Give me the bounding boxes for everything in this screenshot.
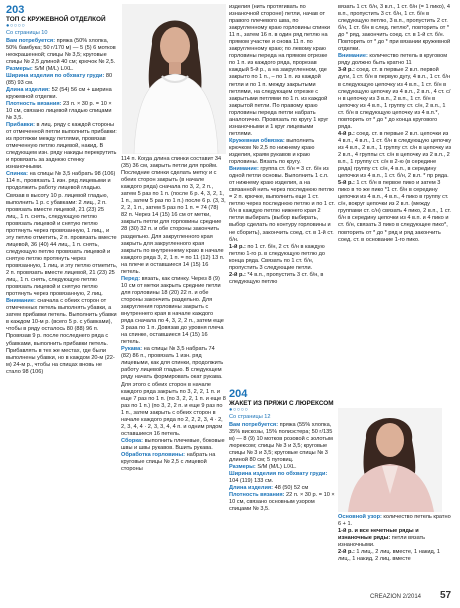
- row-4: 4-й р.: соед. ст. в первые 2 в.п. цепочки из 4 в.п., 4 в.п., 1 ст. б/н в следующую цепочку из 4 в.п., 2 в.п., 1 группу ст. с/н в цепочку из 2 в.п., 4 группы ст. с/н в цепочку из 2 в.п., 2 в.п., 1 группу ст. с/н в 2-ю (в середине ряда) группу ст. с/н, 4 в.п., в середину цепочки из 4 в.п., 1 ст. б/н, 2 в.п. * пр ряда.: [338, 130, 452, 180]
- garment-length: Длина изделия: 52 (54) 56 см + ширина кружевной отделки.: [6, 86, 112, 100]
- difficulty-rating-204: ●○○○○: [229, 407, 249, 414]
- sleeves-instructions: Рукава: на спицы № 3,5 набрать 74 (82) 86 п., провязать 1 изн. ряд лицевыми, как для спинки, продолжить работу лицевой гладью. В следующем ряду начать формировать окат рукава. Для этого с обеих сторон в начале каждого ряда закрыть по 3, 2, 2, 1 п. и еще 7 раз по 1 п. (по 3, 2, 2, 1 п. и еще 8 раз по 1 п.) (по 3, 2, 2 п. и еще 9 раз по 1 п., затем закрыть с обеих сторон в начале каждого ряда по 2, 2, 2, 3, 4 · 2, 2, 3, 4, 4 · 2, 3, 3, 4, 4 п. и одним рядом оставшиеся 16 петель.: [121, 346, 226, 437]
- back-instructions: Спинка: на спицы № 3,5 набрать 98 (106) 114 п., провязать 1 изн. ряд лицевыми и продолжить работу лицевой гладью. Связав в высоту 10 р. лицевой гладью, выполнить 1 р. с убавками: 2 лиц., 2 п. провязать вместе лицевой, 21 (23) 25 лиц., 1 п. снять, следующую петлю провязать лицевой и снятую петлю протянуть через провязанную, 1 лиц., и эту петлю отметить, 2 п. провязать вместе лицевой, 36 (40) 44 лиц., 1 п. снять, следующую петлю провязать лицевой и снятую петлю протянуть через провязанную, 1 лиц. и эту петлю отметить, 2 п. провязать вместе лицевой, 21 (23) 25 лиц., 1 п. снять, следующую петлю провязать лицевой и снятую петлю протянуть через провязанную, 2 лиц.: [6, 171, 118, 298]
- pattern-title: ТОП С КРУЖЕВНОЙ ОТДЕЛКОЙ: [6, 16, 106, 23]
- source-page-204: Со страницы 12: [229, 414, 271, 421]
- page-number: 57: [440, 590, 452, 601]
- sizes-204: Размеры: S/M (M/L) L/XL.: [229, 463, 297, 470]
- pattern-number: 203: [6, 4, 25, 16]
- front-instructions: Перед: вязать, как спинку. Через 8 (9) 10 см от метки закрыть средние петли для горловины 18 (20) 22 п. и обе стороны закончить раздельно. Для закругления горловины закрыть с внутреннего края в начале каждого ряда сначала по 4, 3, 2, 2 п., затем еще 3 раза по 1 п. Довязав до уровня плеча на спинке, оставшиеся 14 (15) 16 петель.: [121, 275, 224, 346]
- pattern-204-number: 204: [229, 388, 248, 400]
- attention-note-2: Внимание: группа ст. б/н = 3 ст. б/н из одной петли основы. Выполнить 1 с.п. от нижнему краю изделия, а на связанной нить через последнюю петлю = 2 п. крючке, выполнить еще 1 ст. петлю через последнюю петлю и по 1 ст. б/н в каждую петлю нижнего края 2 петли выбирать (выбор выбирать, выбор сделать по контуру горловины и не сборить), закончить соед. ст. в 1-й ст. б/н.: [229, 166, 335, 243]
- chest-width-204: Ширина изделия по обхвату груди: 104 (119) 133 см.: [229, 470, 328, 484]
- sizes: Размеры: S/M (M/L) L/XL.: [6, 65, 74, 72]
- source-page: Со страницы 10: [6, 30, 48, 37]
- odd-rows-204: 1-й р. и все нечетные ряды и изнаночные ряды: петли вязать изнаночными.: [338, 528, 426, 549]
- back-continued: 114 п. Когда длина спинки составит 34 (35) 36 см, закрыть петли для пройм. Последние спинки сделать метку и с обеих сторон закрыть (в начале каждого ряда) сначала по 3, 2, 2 п., затем 5 раз по 1 п. (после 6 р. 4, 3, 2, 1, 1 п., затем 5 раз по 1 п.) после 6 р. (3, 3, 2, 2, 1 п., затем 5 раз по 1 п. = 74 (78) 82 п. Через 14 (15) 16 см от метки, закрыть петли для горловины средние 28 (30) 32 п. и обе стороны закончить раздельно. Для закругленного края закрыть для закругленного края закрыть по внутреннему краю в начале каждого ряда 3, 2, 1 п. = по 11 (12) 13 п. на плече и оставшиеся 14 (15) 16 петель.: [121, 156, 226, 275]
- materials: Вам потребуется: пряжа (50% хлопка, 50% бамбука; 50 г/170 м) — 5 (5) 6 мотков неокрашенной; спицы № 3,5; круговые спицы № 2,5 длиной 40 см; крючок № 2,5.: [6, 37, 116, 65]
- increases: Прибавки: в лиц. ряду с каждой стороны от отмеченной петли выполнить прибавки: из протяжки между петлями, провязав отмеченную петлю лицевой, накид. В следующем изн. ряду накиды перекрутить и провязать за заднюю стенку изнаночными.: [6, 122, 117, 171]
- pattern-204-title: ЖАКЕТ ИЗ ПРЯЖИ С ЛЮРЕКСОМ: [229, 400, 334, 407]
- lace-edging: Кружевная обвязка: выполнить крючком № 2,5 по нижнему краю изделия, краям рукавов и краю горловины. Вязать по кругу.: [229, 137, 315, 166]
- assembly-instructions: Сборка: выполнить плечевые, боковые швы и швы рукавов. Вшить рукава.: [121, 437, 225, 451]
- neckline-instructions: Обработка горловины: набрать на круговые спицы № 2,5 с лицевой стороны: [121, 451, 216, 473]
- model-photo-illustration: [122, 4, 226, 154]
- row-1: 1-й р.: по 1 ст. б/н, 2 ст. б/н в каждую петлю 1-го р. в следующую петлю до конца ряда. Связать по 1 ст. б/н, пропустить 3 следующие петли.: [229, 243, 326, 271]
- pattern-204-column-2: [338, 514, 452, 594]
- row-2-continued: вязать 1 ст. б/н, 3 в.п., 1 ст. б/н (= 1 пико), 4 в.п., пропустить 3 ст. б/н, 1 ст. б/н в следующую петлю, 3 в.п., пропустить 2 ст. б/н, 1 ст. б/н в след. петлю*, повторить от * до * ряд, закончить соед. ст. в 1-й ст. б/н. Повторить от * до * при вязании кружевной отделки.: [338, 4, 451, 53]
- row-2: 2-й р.: *4 в.п., пропустить 3 ст. б/н, в следующую петлю: [229, 271, 324, 285]
- attention-note: Внимание: сначала с обеих сторон от отмеченных петель выполнять убавки, а затем прибавки петель. Выполнить убавки в каждом 10-м р. (всего 5 р. с убавками), чтобы в ряду осталось 80 (88) 96 п. Провязав 9 р. после последнего ряда с убавками, выполнить прибавки петель. Прибавлять в тех же местах, где были выполнены убавки, но в каждом 20-м (22-м) 24-м р., чтобы на спицах вновь не стало 98 (106): [6, 298, 117, 375]
- model-photo-jacket: [338, 408, 442, 512]
- materials-204: Вам потребуется: пряжа (55% хлопка, 35% вискозы, 15% полиэстера; 50 г/135 м) — 8 (9) 10 мотков розовой с золотым люрексом; спицы № 3 и 3,5; круговые спицы № 3 и 3,5; круговые спицы № 3 длиной 80 см; 5 пуговиц.: [229, 421, 333, 463]
- jacket-photo-illustration: [338, 408, 442, 512]
- row-2-204: 2-й р.: 1 лиц., 2 лиц. вместе, 1 накид, 1 лиц., 1 накид, 2 лиц. вместе: [338, 549, 440, 563]
- attention-note-3: Внимание: количество петель в круговом ряду должно быть кратно 11: [338, 53, 448, 67]
- pattern-203-column-2: [121, 156, 226, 596]
- difficulty-rating: ●○○○○: [6, 23, 26, 30]
- row-3: 3-й р.: соед. ст. в первые 2 в.п. первой дуги, 1 ст. б/н в первую дугу, 4 в.п., 1 ст. б/н в следующую цепочку из 4 в.п., 1 ст. б/н в следующую цепочку из 4 в.п., 2 в.п., 4 ст. с/н в цепочку из 3 в.п., 2 в.п., 1 ст. б/н в цепочку из 4 в.п., 1 группу ст. с/н, 2 в.п., 1 ст. б/н в следующую цепочку из 4 в.п.*, повторить от * до * до конца кругового ряда.: [338, 67, 451, 130]
- row-5: 5-й р.: 1 ст. б/н в первое пико и затем 3 пико в то же пико *1 ст. б/н в середину цепочки из 4 в.п., 4 в.п., 4 пико в группу ст. с/н, вокруг цепочки из 2 в.п. (между группами ст. с/н) связать 4 пико, 2 в.п., 1 ст. б/н в середину цепочки из 4 в.п. и 4 пико и ст. б/н, связать 3 пико в следующее пико*, повторить от * до * ряд и ряд закончить соед. ст. в основание 1-го пико.: [338, 180, 451, 243]
- gauge: Плотность вязания: 23 п. × 30 р. = 10 × 10 см, связано лицевой гладью спицами № 3,5.: [6, 100, 112, 122]
- magazine-footer: CREAZION 2/2014: [370, 594, 422, 600]
- neckline-continued: изделия (нить протягивать по изнаночной стороне) петли, начав от правого плечевого шва, по закругленному краю горловины спинки 11 п., затем 16 п. в один ряд петлю на прямом участке и снова 11 п. по закругленному краю; по левому краю горловины переда на прямом отрезке по 1 п. из каждого ряда, прорезав каждый 5-й р., а на закругленном, где закрыто по 1 п., – по 1 п. из каждой петли и по 1 п. между закрытыми петлями, на следующем отрезке с закрытыми петлями по 1 п. из каждой закрытой петли. По правому краю горловины переда петли набрать аналогично. Провязать по кругу 1 круг изнаночными и 1 круг лицевыми петлями.: [229, 4, 330, 137]
- pattern-203-column-1: [6, 4, 118, 556]
- chest-width: Ширина изделия по обхвату груди: 80 (85) 93 см.: [6, 72, 113, 86]
- model-photo-top: [122, 4, 226, 154]
- gauge-204: Плотность вязания: 22 п. × 30 р. = 10 × 10 см, связано основным узором спицами № 3,5.: [229, 491, 335, 513]
- pattern-203-column-3: [229, 4, 335, 384]
- length-204: Длина изделия: 48 (50) 52 см: [229, 484, 309, 491]
- pattern-203-column-4: [338, 4, 452, 404]
- main-pattern-204: Основной узор: количество петель кратно 6 + 1.: [338, 514, 451, 528]
- pattern-204-column-1: [229, 388, 335, 594]
